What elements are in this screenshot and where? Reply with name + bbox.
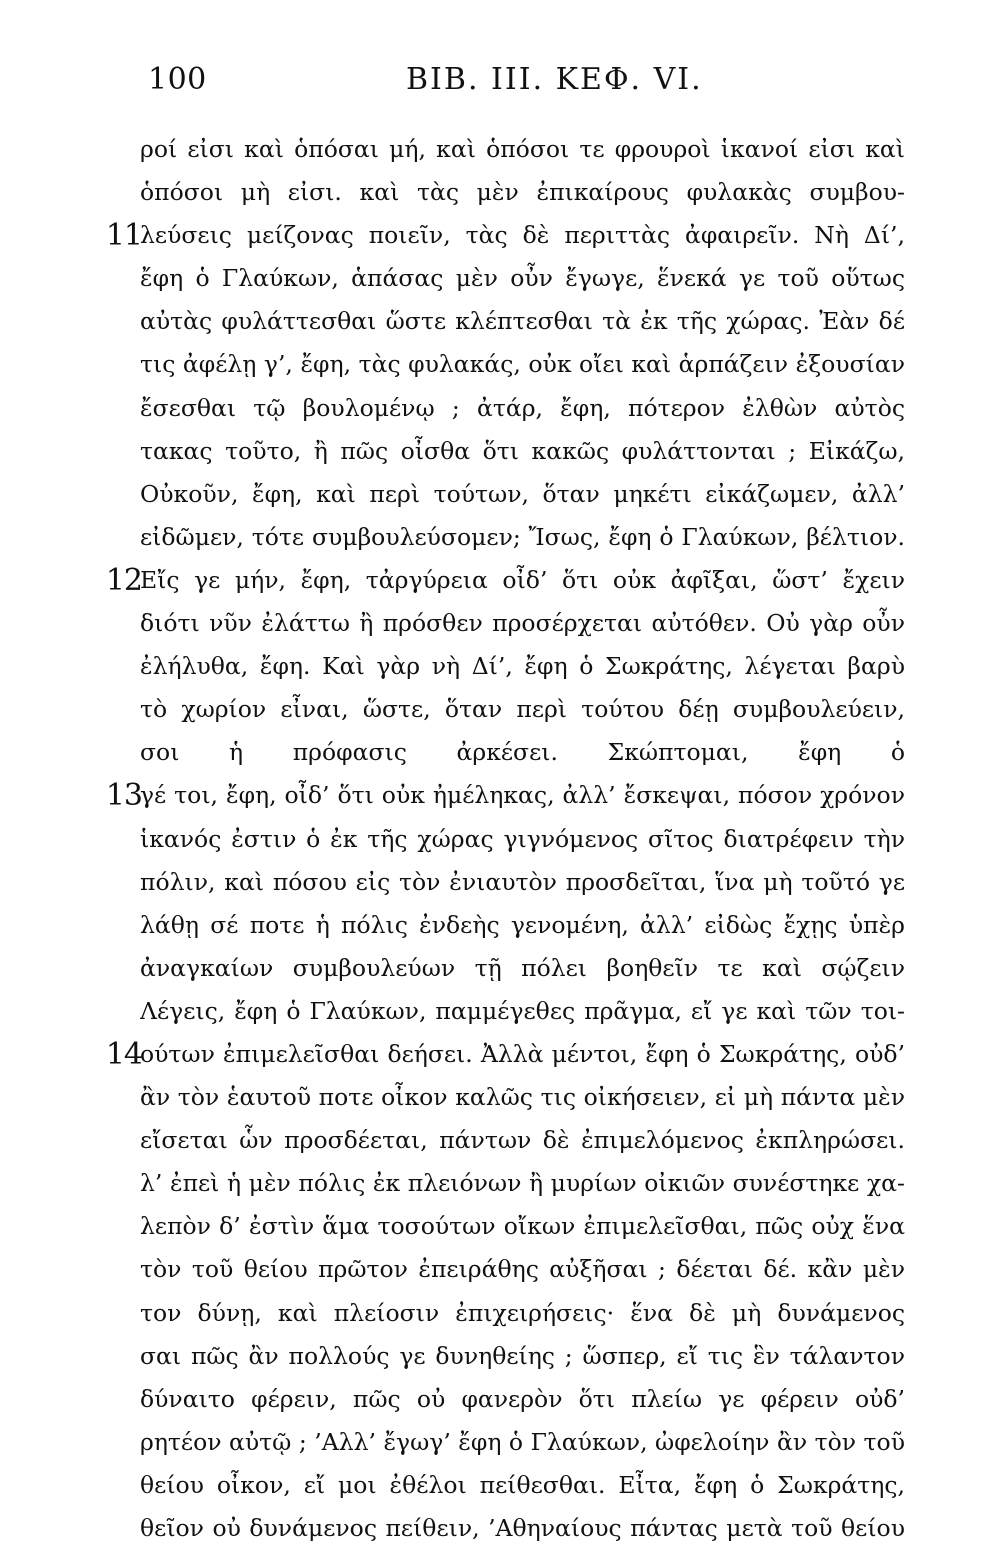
text-line: [0, 1119, 990, 1162]
section-number: 11: [105, 218, 142, 254]
line-text: τὸν τοῦ θείου πρῶτον ἐπειράθης αὐξῆσαι ; δέεται δέ. κἂν μὲν: [140, 1255, 905, 1284]
text-line: [0, 1205, 990, 1248]
line-text: ἐλήλυθα, ἔφη. Καὶ γὰρ νὴ Δί’, ἔφη ὁ Σωκράτης, λέγεται βαρὺ: [140, 652, 905, 681]
text-line: [0, 1033, 990, 1076]
body-text: [0, 128, 990, 1550]
line-text: ἱκανός ἐστιν ὁ ἐκ τῆς χώρας γιγνόμενος σῖτος διατρέφειν τὴν: [140, 824, 905, 853]
line-text: σοι ἡ πρόφασις ἀρκέσει. Σκώπτομαι, ἔφη ὁ: [140, 738, 905, 767]
text-line: [0, 300, 990, 343]
text-line: [0, 1335, 990, 1378]
line-text: ροί εἰσι καὶ ὁπόσαι μή, καὶ ὁπόσοι τε φρουροὶ ἱκανοί εἰσι καὶ: [140, 135, 905, 163]
text-line: [0, 602, 990, 645]
text-line: [0, 1507, 990, 1550]
line-text: εἴσεται ὧν προσδέεται, πάντων δὲ ἐπιμελόμενος ἐκπληρώσει.: [140, 1126, 905, 1155]
text-line: [0, 516, 990, 559]
line-text: τον δύνῃ, καὶ πλείοσιν ἐπιχειρήσεις· ἕνα δὲ μὴ δυνάμενος: [140, 1298, 905, 1327]
text-line: [0, 214, 990, 257]
text-line: [0, 861, 990, 904]
text-line: [0, 1248, 990, 1291]
page-number: 100: [148, 62, 207, 97]
text-line: [0, 731, 990, 774]
section-number: 14: [105, 1036, 142, 1072]
line-text: λεύσεις μείζονας ποιεῖν, τὰς δὲ περιττὰς ἀφαιρεῖν. Νὴ Δί’,: [140, 221, 905, 250]
line-text: γέ τοι, ἔφη, οἶδ’ ὅτι οὐκ ἠμέληκας, ἀλλ’ ἔσκεψαι, πόσον χρόνον: [140, 781, 905, 810]
text-line: [0, 343, 990, 386]
text-line: [0, 1162, 990, 1205]
text-line: [0, 128, 990, 171]
text-line: [0, 774, 990, 817]
section-number: 13: [105, 778, 142, 814]
line-text: ούτων ἐπιμελεῖσθαι δεήσει. Ἀλλὰ μέντοι, ἔφη ὁ Σωκράτης, οὐδ’: [140, 1039, 905, 1068]
text-line: [0, 1378, 990, 1421]
text-line: [0, 688, 990, 731]
line-text: ἀναγκαίων συμβουλεύων τῇ πόλει βοηθεῖν τε καὶ σῴζειν: [140, 953, 905, 982]
line-text: δύναιτο φέρειν, πῶς οὐ φανερὸν ὅτι πλείω γε φέρειν οὐδ’: [140, 1384, 905, 1413]
line-text: θείου οἶκον, εἴ μοι ἐθέλοι πείθεσθαι. Εἶτα, ἔφη ὁ Σωκράτης,: [140, 1470, 905, 1499]
line-text: ἔφη ὁ Γλαύκων, ἁπάσας μὲν οὖν ἔγωγε, ἕνεκά γε τοῦ οὕτως: [140, 264, 905, 293]
line-text: ὁπόσοι μὴ εἰσι. καὶ τὰς μὲν ἐπικαίρους φυλακὰς συμβου-: [140, 178, 905, 207]
line-text: σαι πῶς ἂν πολλούς γε δυνηθείης ; ὥσπερ, εἴ τις ἓν τάλαντον: [140, 1341, 905, 1370]
line-text: ἔσεσθαι τῷ βουλομένῳ ; ἀτάρ, ἔφη, πότερον ἐλθὼν αὐτὸς: [140, 393, 905, 422]
line-text: τις ἀφέλῃ γ’, ἔφη, τὰς φυλακάς, οὐκ οἴει καὶ ἁρπάζειν ἐξουσίαν: [140, 350, 905, 379]
line-text: τὸ χωρίον εἶναι, ὥστε, ὅταν περὶ τούτου δέῃ συμβουλεύειν,: [140, 695, 905, 724]
line-text: τακας τοῦτο, ἢ πῶς οἶσθα ὅτι κακῶς φυλάττονται ; Εἰκάζω,: [140, 436, 905, 465]
line-text: λάθῃ σέ ποτε ἡ πόλις ἐνδεὴς γενομένη, ἀλλ’ εἰδὼς ἔχῃς ὑπὲρ: [140, 910, 905, 939]
line-text: ρητέον αὐτῷ ; ’Αλλ’ ἔγωγ’ ἔφη ὁ Γλαύκων, ὠφελοίην ἂν τὸν τοῦ: [140, 1427, 905, 1456]
text-line: [0, 171, 990, 214]
text-line: [0, 645, 990, 688]
text-line: [0, 257, 990, 300]
text-line: [0, 473, 990, 516]
line-text: Εἴς γε μήν, ἔφη, τἀργύρεια οἶδ’ ὅτι οὐκ ἀφῖξαι, ὥστ’ ἔχειν: [140, 565, 905, 594]
line-text: εἰδῶμεν, τότε συμβουλεύσομεν; Ἴσως, ἔφη ὁ Γλαύκων, βέλτιον.: [140, 522, 905, 551]
section-number: 12: [105, 562, 142, 598]
text-line: [0, 430, 990, 473]
text-line: [0, 947, 990, 990]
line-text: θεῖον οὐ δυνάμενος πείθειν, ’Αθηναίους πάντας μετὰ τοῦ θείου: [140, 1514, 905, 1542]
line-text: λεπὸν δ’ ἐστὶν ἅμα τοσούτων οἴκων ἐπιμελεῖσθαι, πῶς οὐχ ἕνα: [140, 1212, 905, 1241]
running-head: ΒΙΒ. ΙΙΙ. ΚΕΦ. VI.: [406, 62, 703, 97]
line-text: Λέγεις, ἔφη ὁ Γλαύκων, παμμέγεθες πρᾶγμα, εἴ γε καὶ τῶν τοι-: [140, 996, 905, 1025]
text-line: [0, 818, 990, 861]
text-line: [0, 904, 990, 947]
line-text: λ’ ἐπεὶ ἡ μὲν πόλις ἐκ πλειόνων ἢ μυρίων οἰκιῶν συνέστηκε χα-: [140, 1169, 905, 1198]
line-text: ἂν τὸν ἑαυτοῦ ποτε οἶκον καλῶς τις οἰκήσειεν, εἰ μὴ πάντα μὲν: [140, 1083, 905, 1112]
text-line: [0, 1292, 990, 1335]
page-header: [148, 62, 908, 112]
line-text: Οὐκοῦν, ἔφη, καὶ περὶ τούτων, ὅταν μηκέτι εἰκάζωμεν, ἀλλ’: [140, 479, 905, 508]
text-line: [0, 387, 990, 430]
text-line: [0, 1464, 990, 1507]
text-line: [0, 559, 990, 602]
line-text: αὐτὰς φυλάττεσθαι ὥστε κλέπτεσθαι τὰ ἐκ τῆς χώρας. Ἐὰν δέ: [140, 307, 905, 336]
text-line: [0, 1421, 990, 1464]
text-line: [0, 990, 990, 1033]
line-text: πόλιν, καὶ πόσου εἰς τὸν ἐνιαυτὸν προσδεῖται, ἵνα μὴ τοῦτό γε: [140, 867, 905, 896]
line-text: διότι νῦν ἐλάττω ἢ πρόσθεν προσέρχεται αὐτόθεν. Οὐ γὰρ οὖν: [140, 609, 905, 638]
text-line: [0, 1076, 990, 1119]
